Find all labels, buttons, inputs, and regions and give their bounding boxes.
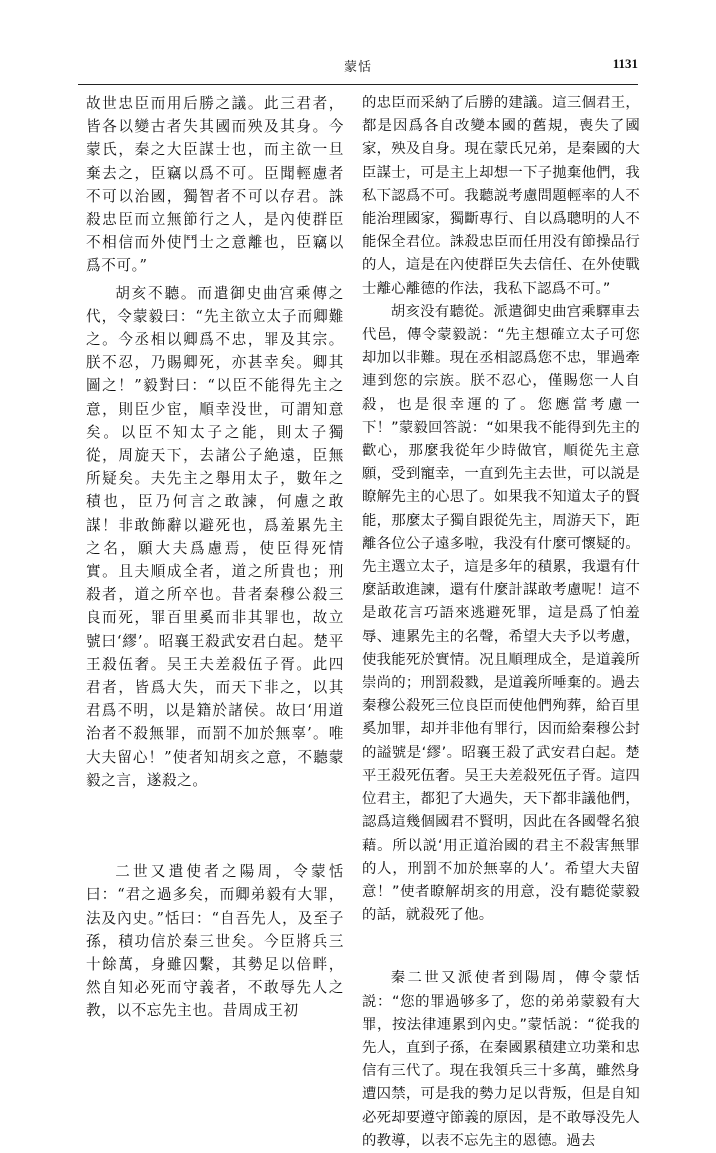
section-gap (86, 792, 344, 860)
classical-text-column (86, 92, 344, 1023)
classical-paragraph-1: 故世忠臣而用后勝之議。此三君者，皆各以變古者失其國而殃及其身。今蒙氏，秦之大臣謀士也，而主欲一旦棄去之，臣竊以爲不可。臣聞輕慮者不可以治國，獨智者不可以存君。誅殺忠臣而立無節行之人，是內使群臣不相信而外使鬥士之意離也，臣竊以爲不可。” (86, 95, 344, 275)
translation-paragraph-1: 的忠臣而采納了后勝的建議。這三個君王，都是因爲各自改變本國的舊規，喪失了國家，殃及自身。現在蒙氏兄弟，是秦國的大臣謀士，可是主上却想一下子拋棄他們，我私下認爲不可。我聽説考慮問題輕率的人不能治理國家，獨斷專行、自以爲聰明的人不能保全君位。誅殺忠臣而任用没有節操品行的人，這是在內使群臣失去信任、在外使戰士離心離德的作法，我私下認爲不可。” (362, 95, 640, 297)
classical-paragraph-3: 二世又遣使者之陽周，令蒙恬曰：“君之過多矣，而卿弟毅有大罪，法及內史。”恬曰：“自吾先人，及至子孫，積功信於秦三世矣。今臣將兵三十餘萬，身雖囚繫，其勢足以倍畔，然自知必死而守義者，不敢辱先人之教，以不忘先主也。昔周成王初 (86, 863, 344, 1020)
running-title: 蒙恬 (343, 60, 372, 75)
translation-text-column (362, 92, 640, 1153)
translation-paragraph-2: 胡亥没有聽從。派遣御史曲宫乘驛車去代邑，傳令蒙毅説：“先主想確立太子可您却加以非難。現在丞相認爲您不忠，罪過牽連到您的宗族。朕不忍心，僅賜您一人自殺，也是很幸運的了。您應當考慮一下！”蒙毅回答説：“如果我不能得到先主的歡心，那麼我從年少時做官，順從先主意願，受到寵幸，一直到先主去世，可以説是瞭解先主的心思了。如果我不知道太子的賢能，那麼太子獨自跟從先主，周游天下，距離各位公子遠多啦，我没有什麼可懷疑的。先主選立太子，這是多年的積累，我還有什麼話敢進諫，還有什麼計謀敢考慮呢！這不是敢花言巧語來逃避死罪，這是爲了怕羞辱、連累先主的名聲，希望大夫予以考慮，使我能死於實情。况且順理成全，是道義所崇尚的；刑罰殺戮，是道義所唾棄的。過去秦穆公殺死三位良臣而使他們殉葬，給百里奚加罪，却并非他有罪行，因而給秦穆公封的謚號是‘繆’。昭襄王殺了武安君白起。楚平王殺死伍奢。吴王夫差殺死伍子胥。這四位君主，都犯了大過失，天下都非議他們，認爲這幾個國君不賢明，因此在各國聲名狼藉。所以説‘用正道治國的君主不殺害無罪的人，刑罰不加於無辜的人’。希望大夫留意！”使者瞭解胡亥的用意，没有聽從蒙毅的話，就殺死了他。 (362, 303, 640, 924)
page-number: 1131 (612, 56, 638, 71)
section-gap (362, 927, 640, 967)
translation-paragraph-3: 秦二世又派使者到陽周，傳令蒙恬説：“您的罪過够多了，您的弟弟蒙毅有大罪，按法律連累到內史。”蒙恬説：“從我的先人，直到子孫，在秦國累積建立功業和忠信有三代了。現在我領兵三十多萬，雖然身遭囚禁，可是我的勢力足以背叛，但是自知必死却要遵守節義的原因，是不敢辱没先人的教導，以表不忘先主的恩德。過去 (362, 970, 640, 1149)
page-header (78, 56, 638, 78)
header-divider (78, 84, 638, 85)
classical-paragraph-2: 胡亥不聽。而遣御史曲宫乘傳之代，令蒙毅曰：“先主欲立太子而卿難之。今丞相以卿爲不忠，罪及其宗。朕不忍，乃賜卿死，亦甚幸矣。卿其圖之！”毅對曰：“以臣不能得先主之意，則臣少宦，順幸没世，可謂知意矣。以臣不知太子之能，則太子獨從，周旋天下，去諸公子絶遠，臣無所疑矣。夫先主之舉用太子，數年之積也，臣乃何言之敢諫，何慮之敢謀！非敢飾辭以避死也，爲羞累先主之名，願大夫爲慮焉，使臣得死情實。且夫順成全者，道之所貴也；刑殺者，道之所卒也。昔者秦穆公殺三良而死，罪百里奚而非其罪也，故立號曰‘繆’。昭襄王殺武安君白起。楚平王殺伍奢。吴王夫差殺伍子胥。此四君者，皆爲大失，而天下非之，以其君爲不明，以是籍於諸侯。故曰‘用道治者不殺無罪，而罰不加於無辜’。唯大夫留心！”使者知胡亥之意，不聽蒙毅之言，遂殺之。 (86, 284, 344, 789)
